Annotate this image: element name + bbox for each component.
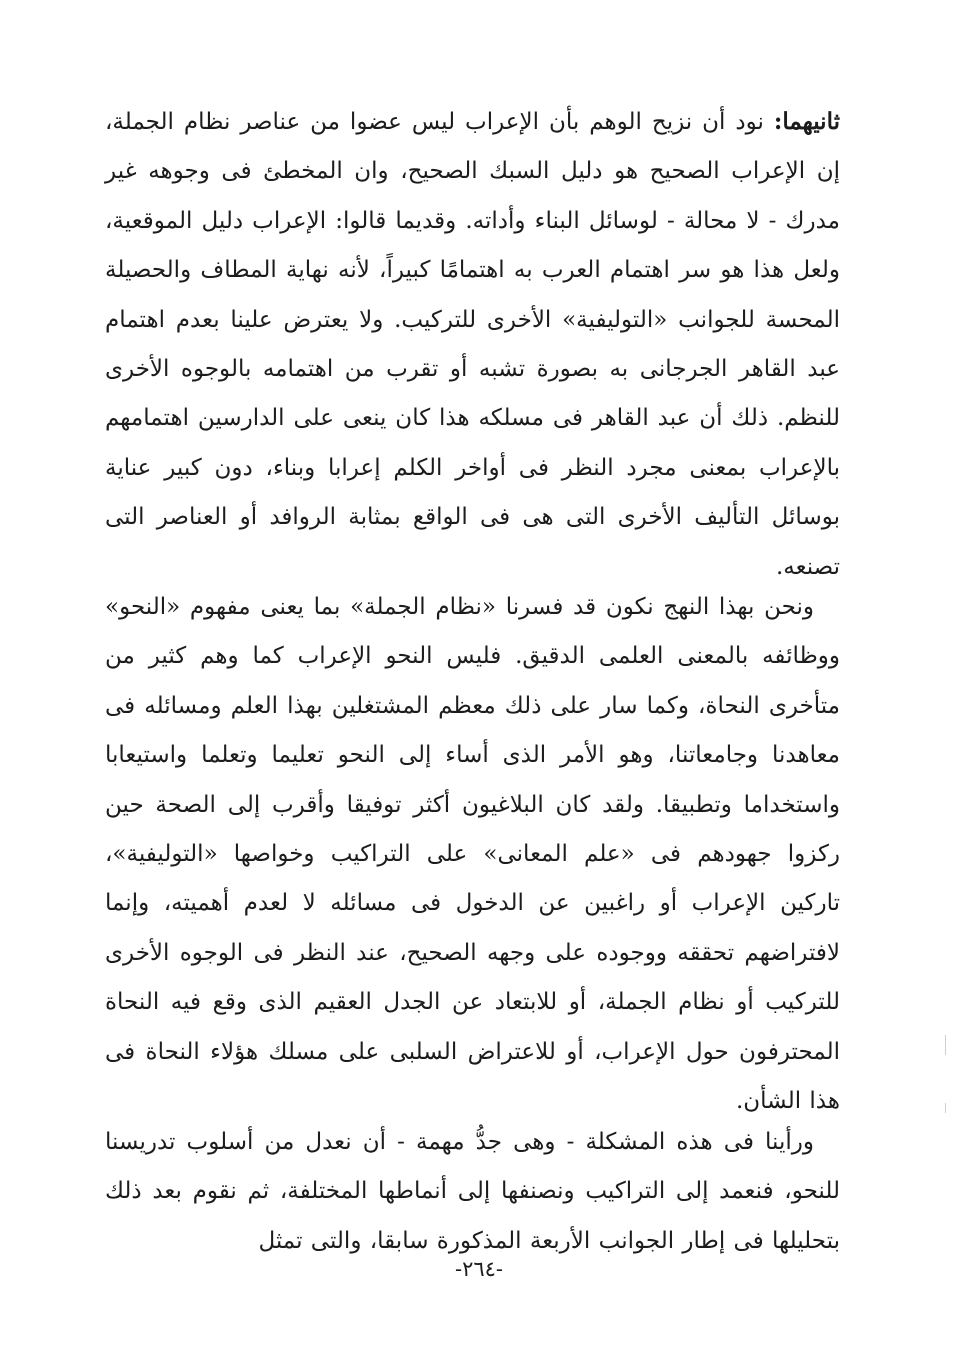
paragraph-2: [105, 583, 840, 1126]
paragraph-1: [105, 97, 840, 592]
scan-edge-mark: [945, 1103, 946, 1113]
page-number: -٢٦٤-: [454, 1257, 504, 1281]
paragraph-2-text: ونحن بهذا النهج نكون قد فسرنا «نظام الجملة» بما يعنى مفهوم «النحو» ووظائفه بالمعنى العلمى الدقيق. فليس النحو الإعراب كما وهم كثير من متأخرى النحاة، وكما سار على ذلك معظم المشتغلين بهذا العلم ومسائله فى معاهدنا وجامعاتنا، وهو الأمر الذى أساء إلى النحو تعليما وتعلما واستيعابا واستخداما وتطبيقا. ولقد كان البلاغيون أكثر توفيقا وأقرب إلى الصحة حين ركزوا جهودهم فى «علم المعانى» على التراكيب وخواصها «التوليفية»، تاركين الإعراب أو راغبين عن الدخول فى مسائله لا لعدم أهميته، وإنما لافتراضهم تحققه ووجوده على وجهه الصحيح، عند النظر فى الوجوه الأخرى للتركيب أو نظام الجملة، أو للابتعاد عن الجدل العقيم الذى وقع فيه النحاة المحترفون حول الإعراب، أو للاعتراض السلبى على مسلك هؤلاء النحاة فى هذا الشأن.: [105, 594, 840, 1115]
paragraph-1-label: ثانيهما:: [773, 108, 840, 135]
paragraph-1-text: [105, 97, 840, 592]
paragraph-3-text: ورأينا فى هذه المشكلة - وهى جدُّ مهمة - أن نعدل من أسلوب تدريسنا للنحو، فنعمد إلى التراكيب ونصنفها إلى أنماطها المختلفة، ثم نقوم بعد ذلك بتحليلها فى إطار الجوانب الأربعة المذكورة سابقا، والتى تمثل: [105, 1129, 840, 1254]
scan-edge-mark: [945, 1035, 946, 1055]
paragraph-3: [105, 1118, 840, 1266]
paragraph-1-body: نود أن نزيح الوهم بأن الإعراب ليس عضوا من عناصر نظام الجملة، إن الإعراب الصحيح هو دليل السبك الصحيح، وان المخطئ فى وجوهه غير مدرك - لا محالة - لوسائل البناء وأداته. وقديما قالوا: الإعراب دليل الموقعية، ولعل هذا هو سر اهتمام العرب به اهتمامًا كبيراً، لأنه نهاية المطاف والحصيلة المحسة للجوانب «التوليفية» الأخرى للتركيب. ولا يعترض علينا بعدم اهتمام عبد القاهر الجرجانى به بصورة تشبه أو تقرب من اهتمامه بالوجوه الأخرى للنظم. ذلك أن عبد القاهر فى مسلكه هذا كان ينعى على الدارسين اهتمامهم بالإعراب بمعنى مجرد النظر فى أواخر الكلم إعرابا وبناء، دون كبير عناية بوسائل التأليف الأخرى التى هى فى الواقع بمثابة الروافد أو العناصر التى تصنعه.: [105, 109, 840, 580]
